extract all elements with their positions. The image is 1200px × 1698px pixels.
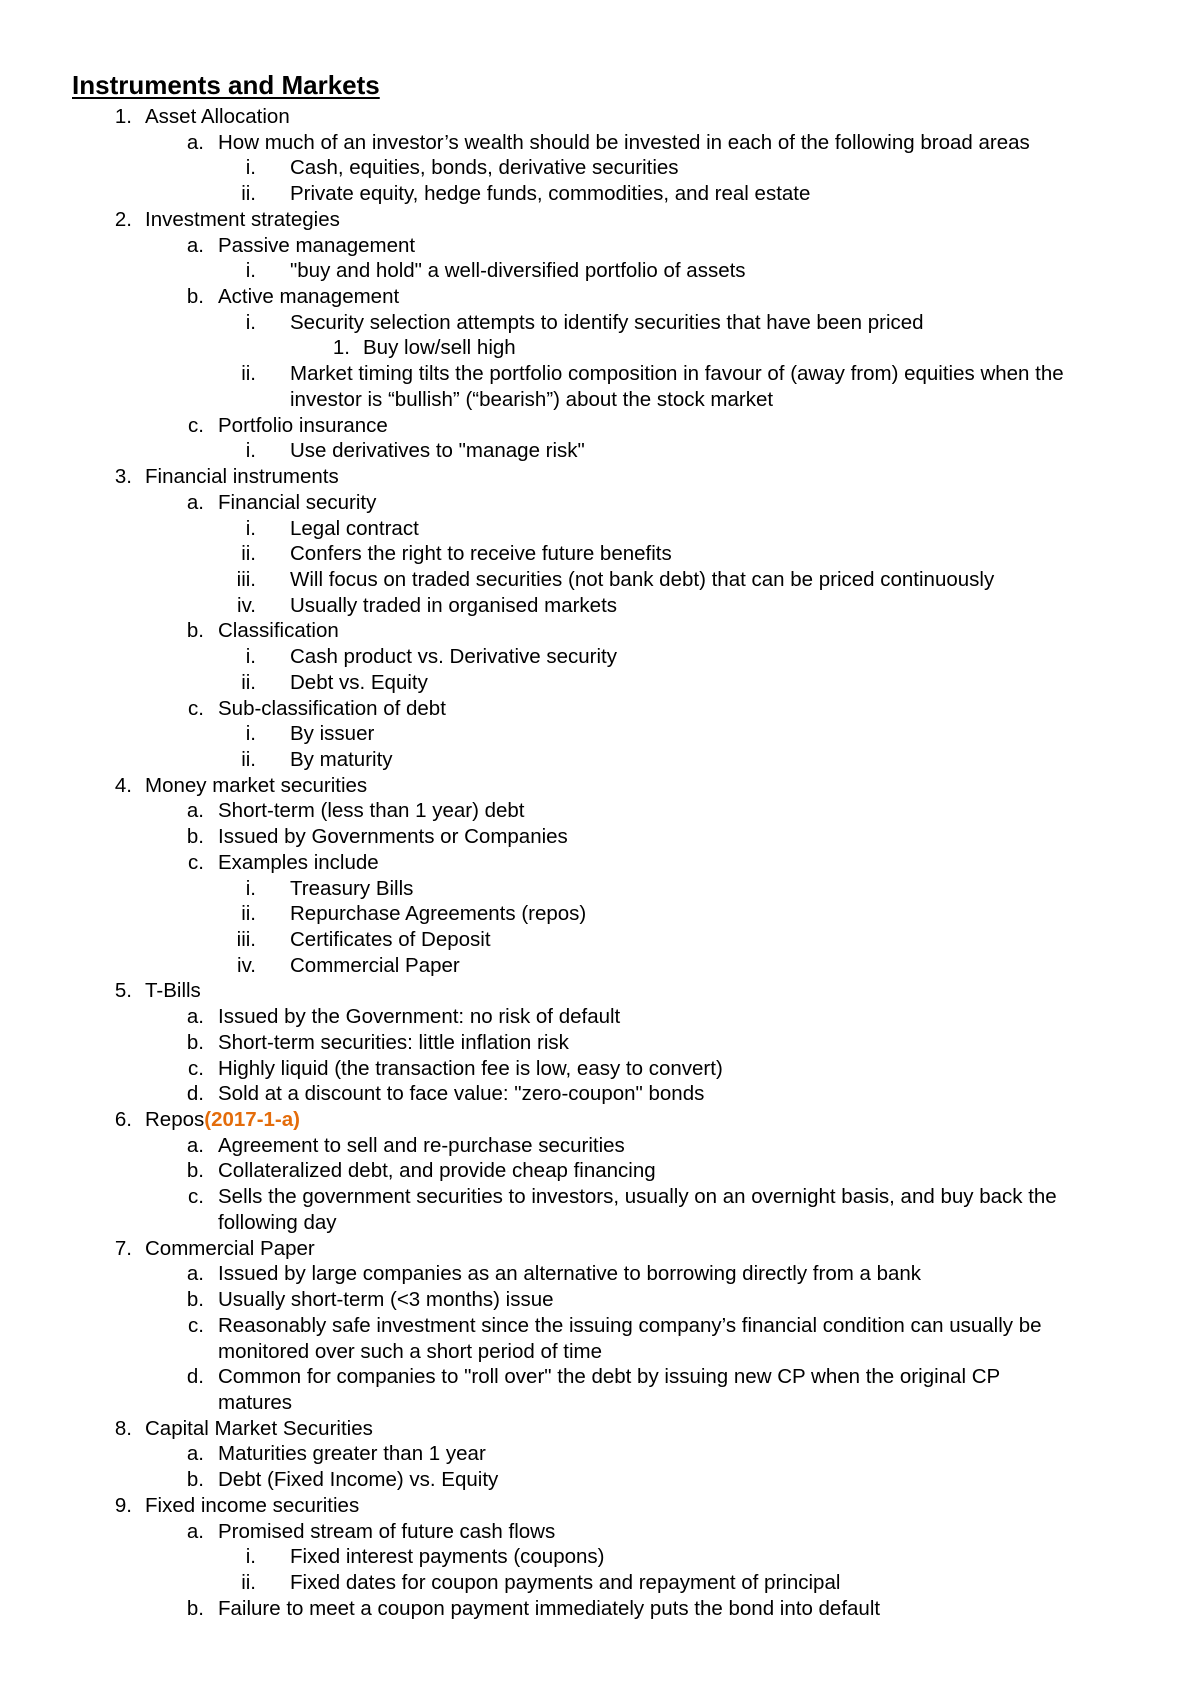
list-marker: i.	[245, 876, 256, 900]
list-marker: a.	[186, 233, 204, 257]
list-item-text	[145, 1236, 315, 1262]
outline-item	[0, 1107, 1200, 1133]
outline-item	[0, 1210, 1200, 1236]
item-label: Common for companies to "roll over" the debt by issuing new CP when the original CP	[218, 1365, 1001, 1389]
item-label: Private equity, hedge funds, commodities, and real estate	[290, 182, 811, 206]
list-item-text	[290, 901, 586, 927]
page-title: Instruments and Markets	[72, 70, 380, 100]
list-marker: c.	[188, 1185, 204, 1209]
list-marker: i.	[245, 1545, 256, 1569]
item-label: Repurchase Agreements (repos)	[290, 902, 587, 926]
list-marker: 7.	[114, 1236, 132, 1260]
list-item-text	[145, 104, 290, 130]
outline-item	[0, 1056, 1200, 1082]
list-marker: a.	[186, 490, 204, 514]
outline-item	[0, 516, 1200, 542]
item-label: Buy low/sell high	[363, 336, 516, 360]
item-label: Promised stream of future cash flows	[218, 1519, 556, 1543]
outline-item	[0, 1570, 1200, 1596]
list-item-text	[290, 258, 746, 284]
list-marker: c.	[188, 696, 204, 720]
outline-item	[0, 876, 1200, 902]
list-item-text	[145, 1493, 359, 1519]
list-item-text	[145, 464, 339, 490]
list-marker: i.	[245, 439, 256, 463]
list-marker: 4.	[114, 773, 132, 797]
item-label: Repos	[145, 1108, 205, 1132]
list-marker: d.	[186, 1365, 204, 1389]
outline-item	[0, 824, 1200, 850]
list-marker: a.	[186, 130, 204, 154]
item-label: following day	[218, 1210, 337, 1234]
outline-item	[0, 978, 1200, 1004]
list-item-text	[290, 438, 585, 464]
list-item-text	[218, 824, 568, 850]
outline-item	[0, 1441, 1200, 1467]
list-marker: c.	[188, 1056, 204, 1080]
list-marker: ii.	[241, 902, 256, 926]
list-item-text	[218, 130, 1030, 156]
list-item-text	[218, 1339, 602, 1365]
list-item-text	[218, 798, 525, 824]
item-label: Financial security	[218, 490, 377, 514]
outline-item	[0, 1467, 1200, 1493]
outline-item	[0, 927, 1200, 953]
list-marker: i.	[245, 645, 256, 669]
item-label: Usually traded in organised markets	[290, 593, 618, 617]
list-item-text	[290, 953, 460, 979]
item-label: Treasury Bills	[290, 876, 414, 900]
list-item-text	[290, 361, 1064, 387]
list-item-text	[218, 1158, 656, 1184]
list-marker: a.	[186, 1442, 204, 1466]
list-marker: a.	[186, 799, 204, 823]
list-marker: b.	[186, 1288, 204, 1312]
item-label: "buy and hold" a well-diversified portfolio of assets	[290, 259, 746, 283]
list-item-text	[290, 670, 428, 696]
item-label: Capital Market Securities	[145, 1416, 373, 1440]
outline-item	[0, 1416, 1200, 1442]
list-item-text	[218, 1261, 921, 1287]
outline-item	[0, 953, 1200, 979]
item-label: How much of an investor’s wealth should be invested in each of the following broad areas	[218, 130, 1030, 154]
item-label: Certificates of Deposit	[290, 928, 491, 951]
list-marker: c.	[188, 413, 204, 437]
item-label: T-Bills	[145, 979, 201, 1003]
list-item-text	[218, 1519, 555, 1545]
outline-item	[0, 1519, 1200, 1545]
list-item-text	[218, 1004, 620, 1030]
list-marker: b.	[186, 1159, 204, 1183]
list-item-text	[290, 567, 994, 593]
list-marker: d.	[186, 1082, 204, 1106]
outline-item	[0, 1081, 1200, 1107]
list-item-text	[290, 541, 672, 567]
list-marker: 5.	[114, 979, 132, 1003]
list-marker: 6.	[114, 1108, 132, 1132]
outline-item	[0, 773, 1200, 799]
outline-item	[0, 1158, 1200, 1184]
outline-item	[0, 258, 1200, 284]
outline-item	[0, 1261, 1200, 1287]
item-label: Sold at a discount to face value: "zero-coupon" bonds	[218, 1082, 705, 1106]
list-marker: a.	[186, 1133, 204, 1157]
list-item-text	[290, 721, 374, 747]
list-marker: i.	[245, 310, 256, 334]
list-item-text	[218, 1441, 486, 1467]
outline-item	[0, 541, 1200, 567]
outline-item	[0, 670, 1200, 696]
outline-item	[0, 1133, 1200, 1159]
outline-item	[0, 1364, 1200, 1390]
list-item-text	[218, 1184, 1057, 1210]
list-item-text	[218, 1596, 880, 1622]
outline-item	[0, 104, 1200, 130]
outline-item	[0, 413, 1200, 439]
list-item-text	[218, 618, 339, 644]
list-marker: i.	[245, 259, 256, 283]
list-marker: iii.	[236, 928, 256, 951]
item-label: Confers the right to receive future benefits	[290, 542, 672, 566]
outline-item	[0, 618, 1200, 644]
outline-list	[0, 104, 1200, 1621]
outline-item	[0, 798, 1200, 824]
outline-item	[0, 747, 1200, 773]
list-item-text	[363, 335, 516, 361]
list-marker: ii.	[241, 182, 256, 206]
list-item-text	[290, 593, 617, 619]
list-item-text	[290, 747, 393, 773]
list-marker: b.	[186, 1596, 204, 1620]
outline-item	[0, 567, 1200, 593]
item-label: Reasonably safe investment since the issuing company’s financial condition can usually be	[218, 1313, 1042, 1337]
list-item-text	[145, 978, 201, 1004]
item-label: Debt (Fixed Income) vs. Equity	[218, 1468, 499, 1492]
outline-item	[0, 335, 1200, 361]
list-item-text	[218, 1081, 704, 1107]
outline-item	[0, 1596, 1200, 1622]
list-marker: iii.	[236, 567, 256, 591]
list-item-text	[145, 1416, 373, 1442]
list-item-text	[218, 696, 446, 722]
item-label: Asset Allocation	[145, 105, 290, 128]
outline-item	[0, 1184, 1200, 1210]
item-label: Sub-classification of debt	[218, 696, 446, 720]
list-item-text	[218, 1390, 292, 1416]
list-marker: b.	[186, 1468, 204, 1492]
item-label: Investment strategies	[145, 207, 340, 231]
list-item-text	[290, 181, 810, 207]
item-label: Debt vs. Equity	[290, 670, 428, 694]
list-marker: iv.	[237, 593, 256, 617]
list-item-text	[290, 310, 924, 336]
list-marker: iv.	[237, 953, 256, 977]
item-label: Usually short-term (<3 months) issue	[218, 1288, 554, 1312]
outline-item	[0, 387, 1200, 413]
list-item-text	[218, 490, 376, 516]
outline-item	[0, 593, 1200, 619]
list-marker: 9.	[114, 1493, 132, 1517]
item-label: Money market securities	[145, 773, 368, 797]
item-label: Agreement to sell and re-purchase securities	[218, 1133, 625, 1157]
item-label: Short-term securities: little inflation risk	[218, 1030, 569, 1054]
list-item-text	[290, 516, 419, 542]
list-marker: ii.	[241, 362, 256, 386]
list-item-text	[290, 387, 773, 413]
item-label: Fixed interest payments (coupons)	[290, 1545, 605, 1569]
item-label: Issued by the Government: no risk of default	[218, 1005, 621, 1029]
list-marker: 2.	[114, 207, 132, 231]
outline-item	[0, 850, 1200, 876]
item-label: Passive management	[218, 233, 416, 257]
outline-item	[0, 361, 1200, 387]
list-item-text	[218, 1210, 337, 1236]
list-marker: i.	[245, 516, 256, 540]
outline-item	[0, 130, 1200, 156]
item-label: Financial instruments	[145, 465, 339, 489]
outline-item	[0, 1493, 1200, 1519]
outline-item	[0, 207, 1200, 233]
list-marker: 1.	[332, 336, 350, 360]
item-label: By issuer	[290, 722, 375, 746]
outline-item	[0, 721, 1200, 747]
item-label: By maturity	[290, 747, 393, 771]
item-label: Portfolio insurance	[218, 413, 388, 437]
list-item-text	[290, 155, 679, 181]
outline-item	[0, 1236, 1200, 1262]
list-marker: 1.	[114, 105, 132, 128]
list-item-text	[145, 207, 340, 233]
list-item-text	[145, 1107, 300, 1133]
item-label: Cash, equities, bonds, derivative securities	[290, 156, 679, 180]
item-label: Security selection attempts to identify securities that have been priced	[290, 310, 924, 334]
outline-item	[0, 1339, 1200, 1365]
list-marker: 8.	[114, 1416, 132, 1440]
list-marker: b.	[186, 1030, 204, 1054]
list-item-text	[145, 773, 367, 799]
outline-item	[0, 696, 1200, 722]
list-item-text	[218, 413, 388, 439]
outline-item	[0, 1030, 1200, 1056]
item-label: Fixed dates for coupon payments and repayment of principal	[290, 1570, 841, 1594]
item-label: Legal contract	[290, 516, 419, 540]
outline-item	[0, 1544, 1200, 1570]
outline-item	[0, 233, 1200, 259]
list-item-text	[218, 850, 379, 876]
item-label: Fixed income securities	[145, 1493, 360, 1517]
outline-item	[0, 438, 1200, 464]
item-label: investor is “bullish” (“bearish”) about the stock market	[290, 387, 774, 411]
list-marker: a.	[186, 1005, 204, 1029]
outline-item	[0, 644, 1200, 670]
list-marker: ii.	[241, 670, 256, 694]
item-label: Issued by large companies as an alternative to borrowing directly from a bank	[218, 1262, 922, 1286]
item-label: Failure to meet a coupon payment immediately puts the bond into default	[218, 1596, 881, 1620]
item-label: Commercial Paper	[290, 953, 460, 977]
list-marker: i.	[245, 156, 256, 180]
list-marker: ii.	[241, 747, 256, 771]
outline-item	[0, 1287, 1200, 1313]
list-marker: b.	[186, 285, 204, 309]
item-label: monitored over such a short period of time	[218, 1339, 602, 1363]
item-label: Highly liquid (the transaction fee is low, easy to convert)	[218, 1056, 723, 1080]
list-marker: c.	[188, 1313, 204, 1337]
list-item-text	[290, 644, 617, 670]
outline-item	[0, 1313, 1200, 1339]
item-label: Use derivatives to "manage risk"	[290, 439, 585, 463]
item-label: Issued by Governments or Companies	[218, 825, 568, 849]
outline-item	[0, 1390, 1200, 1416]
list-marker: ii.	[241, 542, 256, 566]
item-label: Classification	[218, 619, 339, 643]
item-label: Active management	[218, 285, 400, 309]
outline-item	[0, 284, 1200, 310]
list-marker: b.	[186, 825, 204, 849]
list-marker: a.	[186, 1262, 204, 1286]
list-item-text	[218, 1287, 554, 1313]
list-item-text	[290, 876, 413, 902]
exam-reference: (2017-1-a)	[204, 1108, 300, 1132]
item-label: Market timing tilts the portfolio composition in favour of (away from) equities when the	[290, 362, 1064, 386]
list-item-text	[218, 284, 399, 310]
list-item-text	[290, 1570, 840, 1596]
list-marker: c.	[188, 850, 204, 874]
list-item-text	[218, 1030, 569, 1056]
list-marker: i.	[245, 722, 256, 746]
item-label: matures	[218, 1390, 293, 1414]
list-item-text	[218, 1133, 625, 1159]
list-marker: 3.	[114, 465, 132, 489]
outline-item	[0, 490, 1200, 516]
item-label: Examples include	[218, 850, 379, 874]
item-label: Will focus on traded securities (not bank debt) that can be priced continuously	[290, 567, 995, 591]
list-item-text	[290, 1544, 604, 1570]
outline-item	[0, 181, 1200, 207]
item-label: Sells the government securities to investors, usually on an overnight basis, and buy back the	[218, 1185, 1057, 1209]
outline-item	[0, 901, 1200, 927]
outline-item	[0, 310, 1200, 336]
list-item-text	[218, 1313, 1042, 1339]
item-label: Collateralized debt, and provide cheap financing	[218, 1159, 656, 1183]
list-item-text	[218, 1467, 498, 1493]
item-label: Commercial Paper	[145, 1236, 315, 1260]
list-marker: b.	[186, 619, 204, 643]
outline-item	[0, 1004, 1200, 1030]
list-item-text	[218, 233, 415, 259]
outline-item	[0, 155, 1200, 181]
list-item-text	[218, 1056, 723, 1082]
list-item-text	[218, 1364, 1000, 1390]
item-label: Cash product vs. Derivative security	[290, 645, 617, 669]
list-marker: a.	[186, 1519, 204, 1543]
list-marker: ii.	[241, 1570, 256, 1594]
item-label: Maturities greater than 1 year	[218, 1442, 486, 1466]
list-item-text	[290, 927, 491, 953]
item-label: Short-term (less than 1 year) debt	[218, 799, 525, 823]
outline-item	[0, 464, 1200, 490]
